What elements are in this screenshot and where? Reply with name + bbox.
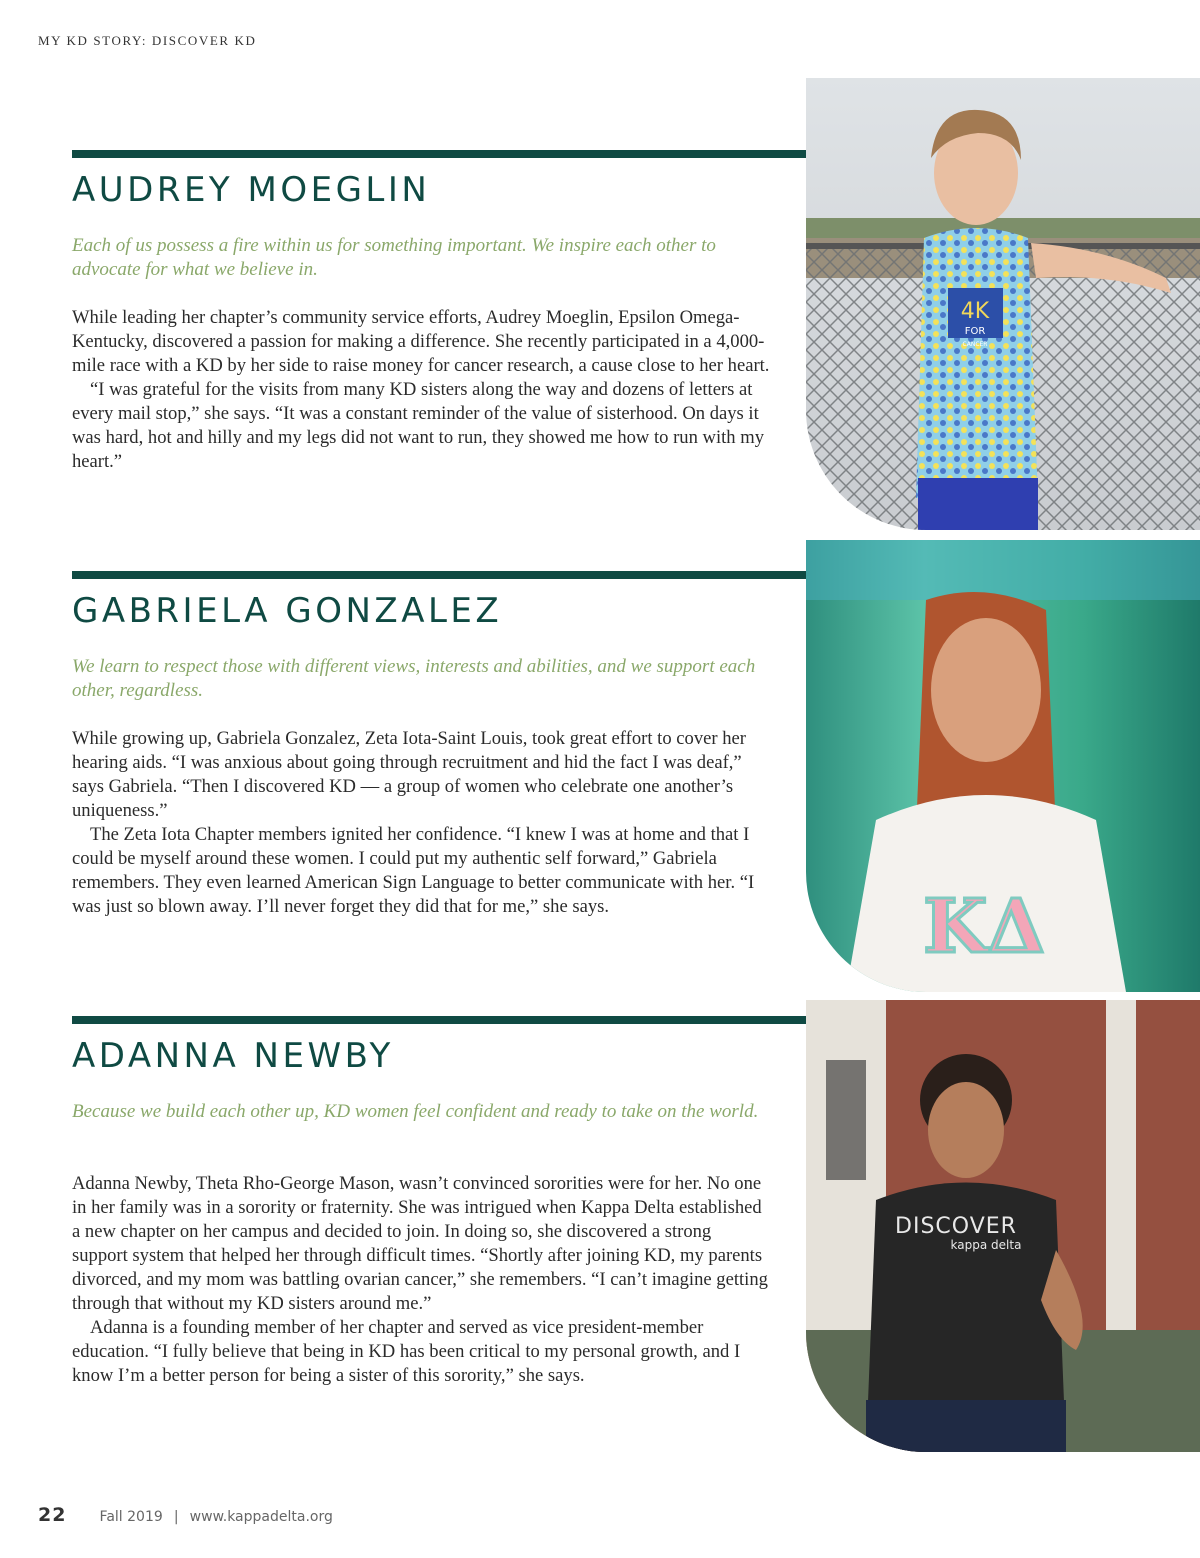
body-text [72, 306, 770, 474]
shirt-for-text: FOR [964, 326, 986, 337]
page-number: 22 [38, 1504, 67, 1526]
website-link[interactable]: www.kappadelta.org [189, 1509, 333, 1525]
paragraph: Adanna Newby, Theta Rho-George Mason, wasn’t convinced sororities were for her. No one in her family was in a sorority or fraternity. She was intrigued when Kappa Delta established a new chapter on her campus and decided to join. In doing so, she discovered a strong support system that helped her through difficult times. “Shortly after joining KD, my parents divorced, and my mom was battling ovarian cancer,” she remembers. “I can’t imagine getting through that without my KD sisters around me.” [72, 1173, 768, 1314]
profile-name: AUDREY MOEGLIN [72, 170, 431, 210]
pull-quote: Each of us possess a fire within us for something important. We inspire each other to advocate for what we believe in. [72, 235, 716, 280]
page-footer [38, 1504, 333, 1526]
paragraph: The Zeta Iota Chapter members ignited her confidence. “I knew I was at home and that I could be myself around these women. I could put my authentic self forward,” Gabriela remembers. They even learned American Sign Language to better communicate with her. “I was just so blown away. I’ll never forget they did that for me,” she says. [72, 824, 755, 917]
photo-audrey-moeglin [806, 78, 1200, 530]
shirt-letters-text: ΚΔ [923, 884, 1045, 970]
running-head: MY KD STORY: DISCOVER KD [38, 33, 257, 48]
shirt-cancer-text: CANCER [962, 341, 988, 348]
photo-illustration [806, 1000, 1200, 1452]
photo-illustration [806, 540, 1200, 992]
paragraph: While growing up, Gabriela Gonzalez, Zeta Iota-Saint Louis, took great effort to cover her hearing aids. “I was anxious about going through recruitment and hid the fact I was deaf,” says Gabriela. “Then I discovered KD — a group of women who celebrate one another’s uniqueness.” [72, 728, 746, 821]
footer-separator: | [173, 1509, 179, 1525]
photo-illustration [806, 78, 1200, 530]
section-rule [72, 571, 806, 579]
pull-quote: Because we build each other up, KD women feel confident and ready to take on the world. [72, 1101, 759, 1122]
section-rule [72, 150, 806, 158]
paragraph: Adanna is a founding member of her chapter and served as vice president-member education. “I fully believe that being in KD has been critical to my personal growth, and I know I’m a better person for being a sister of this sorority,” she says. [72, 1317, 741, 1386]
section-rule [72, 1016, 806, 1024]
profile-name: GABRIELA GONZALEZ [72, 591, 503, 631]
shirt-discover-text: DISCOVER [895, 1214, 1017, 1239]
body-text [72, 1172, 770, 1388]
issue-label: Fall 2019 [99, 1509, 163, 1525]
shirt-4k-text: 4K [960, 299, 990, 324]
paragraph: While leading her chapter’s community service efforts, Audrey Moeglin, Epsilon Omega-Kentucky, discovered a passion for making a difference. She recently participated in a 4,000-mile race with a KD by her side to raise money for cancer research, a cause close to her heart. [72, 307, 770, 376]
pull-quote: We learn to respect those with different views, interests and abilities, and we support each other, regardless. [72, 656, 756, 701]
shirt-kappa-delta-text: kappa delta [950, 1238, 1022, 1252]
profile-name: ADANNA NEWBY [72, 1036, 394, 1076]
photo-adanna-newby [806, 1000, 1200, 1452]
body-text [72, 727, 770, 919]
photo-gabriela-gonzalez [806, 540, 1200, 992]
paragraph: “I was grateful for the visits from many KD sisters along the way and dozens of letters at every mail stop,” she says. “It was a constant reminder of the value of sisterhood. On days it was hard, hot and hilly and my legs did not want to run, they showed me how to run with my heart.” [72, 379, 765, 472]
